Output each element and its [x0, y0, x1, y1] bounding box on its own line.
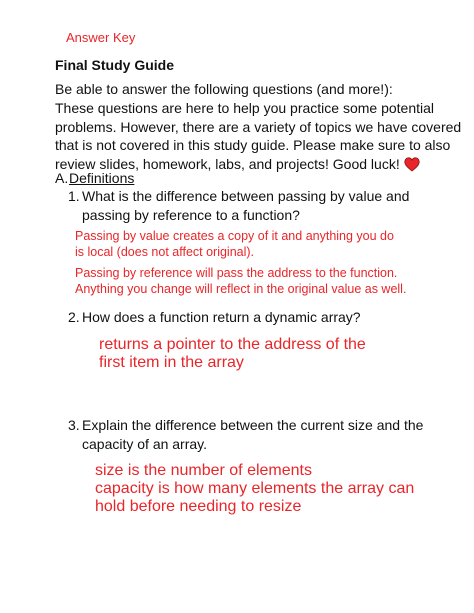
question-line: capacity of an array.: [82, 435, 208, 452]
answer-key-label: Answer Key: [66, 30, 136, 45]
question-text: [82, 308, 361, 327]
answer-line: hold before needing to resize: [95, 498, 302, 515]
answer-line: Passing by reference will pass the address to the function.: [75, 266, 398, 280]
question-line: What is the difference between passing by value and: [82, 188, 410, 204]
intro-line: problems. However, there are a variety of topics we have covered: [55, 118, 462, 135]
answer-line: first item in the array: [99, 354, 244, 371]
question-number: 1.: [68, 188, 80, 204]
intro-line: These questions are here to help you practice some potential: [55, 100, 435, 116]
answer-line: is local (does not affect original).: [75, 244, 255, 259]
answer-1-value: [75, 229, 394, 260]
question-number: 3.: [68, 417, 80, 433]
heart-icon: [404, 157, 420, 177]
question-line: passing by reference to a function?: [82, 206, 300, 223]
lead-sentence: Be able to answer the following questions (and more!):: [55, 81, 393, 97]
section-label: Definitions: [69, 170, 135, 186]
section-heading: [55, 170, 134, 186]
question-line: How does a function return a dynamic array?: [82, 309, 361, 325]
answer-line: returns a pointer to the address of the: [99, 336, 366, 353]
answer-1-reference: [75, 266, 406, 297]
answer-line: size is the number of elements: [95, 462, 312, 479]
intro-line-text: review slides, homework, labs, and projects! Good luck!: [55, 155, 400, 172]
answer-3: [95, 462, 414, 516]
intro-paragraph: [55, 99, 461, 176]
page-title: Final Study Guide: [55, 57, 175, 73]
question-number: 2.: [68, 309, 80, 325]
answer-line: Passing by value creates a copy of it and anything you do: [75, 229, 394, 243]
question-text: [82, 416, 423, 453]
question-text: [82, 187, 409, 224]
answer-2: [99, 336, 366, 372]
intro-line: that is not covered in this study guide. Please make sure to also: [55, 137, 451, 153]
section-letter: A.: [55, 170, 69, 186]
question-line: Explain the difference between the current size and the: [82, 417, 424, 433]
answer-line: capacity is how many elements the array can: [95, 480, 415, 497]
answer-line: Anything you change will reflect in the original value as well.: [75, 281, 407, 296]
